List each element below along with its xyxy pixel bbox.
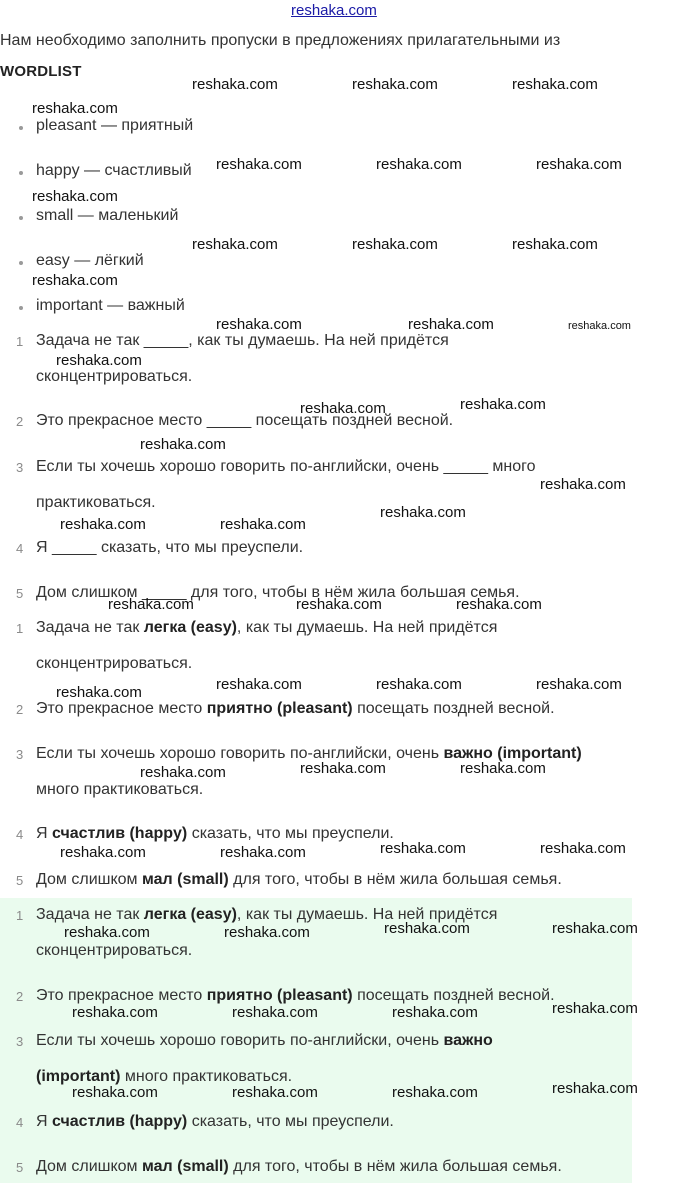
watermark: reshaka.com (352, 236, 438, 253)
item-number: 4 (16, 827, 24, 842)
watermark: reshaka.com (216, 676, 302, 693)
watermark: reshaka.com (536, 676, 622, 693)
watermark: reshaka.com (296, 596, 382, 613)
item-number: 4 (16, 541, 24, 556)
site-link[interactable]: reshaka.com (291, 2, 377, 19)
list-item: easy — лёгкий (36, 252, 144, 270)
watermark: reshaka.com (60, 516, 146, 533)
answer-line: сконцентрироваться. (36, 942, 193, 959)
watermark: reshaka.com (536, 156, 622, 173)
watermark: reshaka.com (216, 156, 302, 173)
answer-line: Это прекрасное место приятно (pleasant) посещать поздней весной. (36, 987, 555, 1004)
list-item: important — важный (36, 297, 185, 315)
watermark: reshaka.com (220, 844, 306, 861)
watermark: reshaka.com (392, 1084, 478, 1101)
watermark: reshaka.com (552, 1080, 638, 1097)
answer-line: Я счастлив (happy) сказать, что мы преуспели. (36, 825, 394, 842)
answer-line: (important) много практиковаться. (36, 1068, 293, 1085)
answer-line: Если ты хочешь хорошо говорить по-английски, очень важно (important) (36, 745, 582, 762)
answer-line: Дом слишком мал (small) для того, чтобы в нём жила большая семья. (36, 871, 562, 888)
watermark: reshaka.com (64, 924, 150, 941)
watermark: reshaka.com (216, 316, 302, 333)
answer-line: Задача не так легка (easy), как ты думаешь. На ней придётся (36, 619, 498, 636)
watermark: reshaka.com (376, 676, 462, 693)
watermark: reshaka.com (72, 1004, 158, 1021)
intro-text: Нам необходимо заполнить пропуски в предложениях прилагательными из (0, 32, 561, 49)
answer-line: Это прекрасное место приятно (pleasant) посещать поздней весной. (36, 700, 555, 717)
item-number: 4 (16, 1115, 24, 1130)
watermark: reshaka.com (32, 188, 118, 205)
exercise-line: Дом слишком _____ для того, чтобы в нём жила большая семья. (36, 584, 520, 601)
exercise-line: Если ты хочешь хорошо говорить по-английски, очень _____ много (36, 458, 536, 475)
exercise-line: Я _____ сказать, что мы преуспели. (36, 539, 304, 556)
watermark: reshaka.com (32, 100, 118, 117)
item-number: 1 (16, 621, 24, 636)
watermark: reshaka.com (220, 516, 306, 533)
watermark: reshaka.com (192, 236, 278, 253)
watermark: reshaka.com (512, 236, 598, 253)
wordlist-label: WORDLIST (0, 63, 82, 80)
watermark: reshaka.com (460, 760, 546, 777)
bullet-icon (19, 216, 23, 220)
answer-line: Я счастлив (happy) сказать, что мы преуспели. (36, 1113, 394, 1130)
exercise-line: сконцентрироваться. (36, 368, 193, 385)
watermark: reshaka.com (384, 920, 470, 937)
item-number: 2 (16, 702, 24, 717)
item-number: 5 (16, 873, 24, 888)
list-item: happy — счастливый (36, 162, 192, 180)
watermark: reshaka.com (376, 156, 462, 173)
item-number: 3 (16, 1034, 24, 1049)
item-number: 5 (16, 586, 24, 601)
watermark: reshaka.com (552, 1000, 638, 1017)
watermark: reshaka.com (72, 1084, 158, 1101)
answer-line: Дом слишком мал (small) для того, чтобы в нём жила большая семья. (36, 1158, 562, 1175)
exercise-line: практиковаться. (36, 494, 156, 511)
bullet-icon (19, 306, 23, 310)
watermark: reshaka.com (456, 596, 542, 613)
watermark: reshaka.com (300, 400, 386, 417)
watermark: reshaka.com (540, 840, 626, 857)
watermark: reshaka.com (140, 436, 226, 453)
watermark: reshaka.com (108, 596, 194, 613)
item-number: 1 (16, 908, 24, 923)
watermark: reshaka.com (380, 504, 466, 521)
watermark: reshaka.com (56, 352, 142, 369)
watermark: reshaka.com (460, 396, 546, 413)
watermark: reshaka.com (32, 272, 118, 289)
exercise-line: Задача не так _____, как ты думаешь. На ней придётся (36, 332, 449, 349)
watermark: reshaka.com (512, 76, 598, 93)
bullet-icon (19, 126, 23, 130)
watermark: reshaka.com (192, 76, 278, 93)
exercise-line: Это прекрасное место _____ посещать поздней весной. (36, 412, 454, 429)
watermark: reshaka.com (232, 1084, 318, 1101)
bullet-icon (19, 261, 23, 265)
watermark: reshaka.com (352, 76, 438, 93)
item-number: 5 (16, 1160, 24, 1175)
answer-line: сконцентрироваться. (36, 655, 193, 672)
watermark: reshaka.com (56, 684, 142, 701)
list-item: pleasant — приятный (36, 117, 193, 135)
item-number: 1 (16, 334, 24, 349)
watermark: reshaka.com (140, 764, 226, 781)
item-number: 3 (16, 747, 24, 762)
answer-line: Задача не так легка (easy), как ты думаешь. На ней придётся (36, 906, 498, 923)
watermark: reshaka.com (224, 924, 310, 941)
answer-line: Если ты хочешь хорошо говорить по-английски, очень важно (36, 1032, 493, 1049)
list-item: small — маленький (36, 207, 178, 225)
item-number: 2 (16, 414, 24, 429)
watermark: reshaka.com (568, 320, 631, 332)
watermark: reshaka.com (408, 316, 494, 333)
item-number: 2 (16, 989, 24, 1004)
watermark: reshaka.com (232, 1004, 318, 1021)
answer-line: много практиковаться. (36, 781, 204, 798)
watermark: reshaka.com (552, 920, 638, 937)
watermark: reshaka.com (392, 1004, 478, 1021)
item-number: 3 (16, 460, 24, 475)
bullet-icon (19, 171, 23, 175)
watermark: reshaka.com (300, 760, 386, 777)
watermark: reshaka.com (60, 844, 146, 861)
watermark: reshaka.com (380, 840, 466, 857)
watermark: reshaka.com (540, 476, 626, 493)
